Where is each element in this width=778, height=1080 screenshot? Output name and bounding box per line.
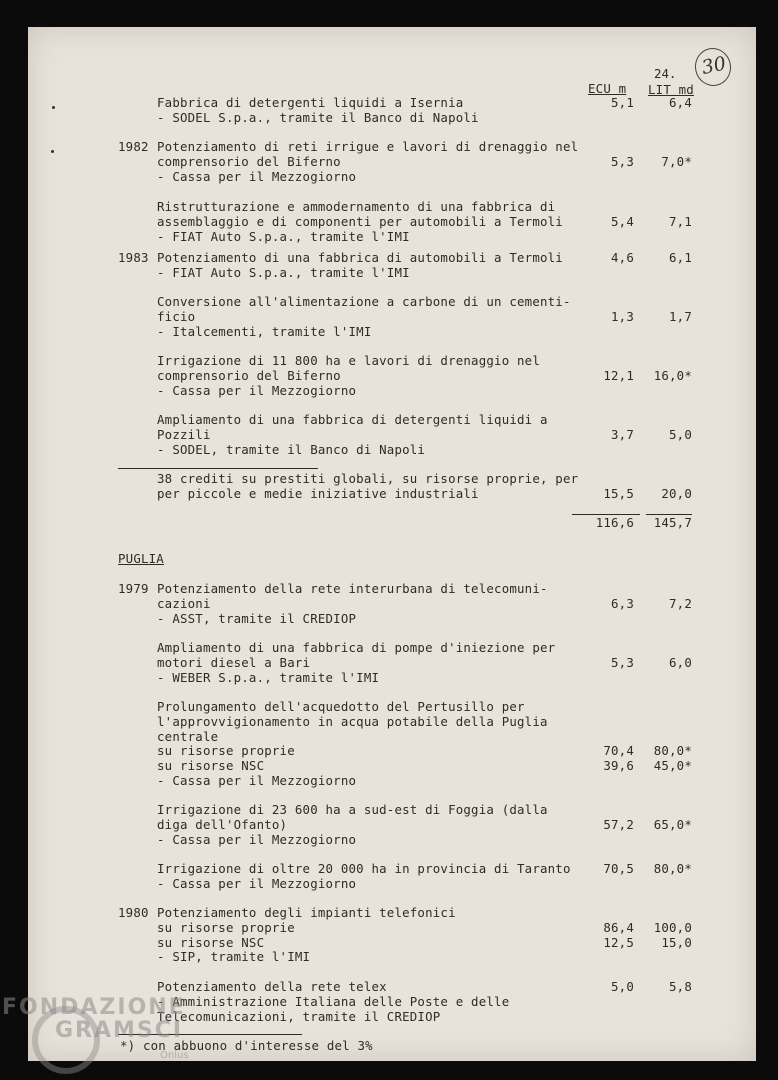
section-heading: PUGLIA: [118, 551, 164, 566]
entry-line: - Amministrazione Italiana delle Poste e delle: [157, 993, 510, 1009]
value-lit: 6,0: [669, 654, 692, 670]
value-lit: 100,0: [653, 919, 692, 935]
page-number: 24.: [654, 66, 677, 81]
value-lit: 7,2: [669, 595, 692, 611]
entry-line: diga dell'Ofanto): [157, 816, 288, 832]
column-header-lit: LIT md: [648, 82, 694, 97]
value-ecu: 5,3: [611, 153, 634, 169]
entry-line: - Cassa per il Mezzogiorno: [157, 831, 357, 847]
value-ecu: 5,1: [611, 95, 634, 110]
entry-line: per piccole e medie iniziative industriali: [157, 485, 479, 501]
entry-year: 1983: [118, 250, 149, 265]
entry-line: assemblaggio e di componenti per automobili a Termoli: [157, 213, 563, 229]
value-lit: 80,0*: [653, 743, 692, 759]
entry-line: Conversione all'alimentazione a carbone di un cementi-: [157, 294, 571, 309]
entry-line: Ampliamento di una fabbrica di detergenti liquidi a: [157, 412, 548, 427]
entry-line: - SODEL, tramite il Banco di Napoli: [157, 441, 426, 457]
entry-line: comprensorio del Biferno: [157, 153, 341, 169]
entry-line: Irrigazione di oltre 20 000 ha in provincia di Taranto: [157, 861, 571, 876]
value-ecu: 5,3: [611, 654, 634, 670]
entry-line: ficio: [157, 308, 196, 324]
entry-year: 1982: [118, 139, 149, 154]
entry-line: - Cassa per il Mezzogiorno: [157, 773, 357, 788]
entry-line: Irrigazione di 23 600 ha a sud-est di Foggia (dalla: [157, 802, 548, 817]
watermark-line3: Onlus: [160, 1050, 189, 1061]
value-lit: 1,7: [669, 308, 692, 324]
entry-line: Irrigazione di 11 800 ha e lavori di drenaggio nel: [157, 353, 540, 368]
entry-line: - FIAT Auto S.p.a., tramite l'IMI: [157, 228, 410, 244]
value-ecu: 3,7: [611, 426, 634, 442]
entry-line: - WEBER S.p.a., tramite l'IMI: [157, 669, 380, 685]
entry-line: su risorse proprie: [157, 919, 295, 935]
total-lit: 145,7: [653, 515, 692, 530]
entry-line: Potenziamento degli impianti telefonici: [157, 905, 456, 920]
entry-line: - SIP, tramite l'IMI: [157, 949, 311, 965]
value-lit: 80,0*: [653, 861, 692, 876]
entry-line: 38 crediti su prestiti globali, su risorse proprie, per: [157, 471, 579, 486]
watermark-line2: GRAMSCI: [55, 1018, 184, 1043]
value-lit: 45,0*: [653, 758, 692, 774]
value-lit: 65,0*: [653, 816, 692, 832]
value-ecu: 12,1: [603, 367, 634, 383]
entry-line: su risorse proprie: [157, 743, 295, 759]
entry-year: 1979: [118, 581, 149, 596]
entry-line: - Italcementi, tramite l'IMI: [157, 323, 372, 339]
entry-line: Potenziamento di reti irrigue e lavori di drenaggio nel: [157, 139, 579, 154]
entry-line: comprensorio del Biferno: [157, 367, 341, 383]
entry-line: Potenziamento di una fabbrica di automobili a Termoli: [157, 250, 563, 265]
value-ecu: 70,4: [603, 743, 634, 759]
value-lit: 6,1: [669, 250, 692, 265]
value-lit: 16,0*: [653, 367, 692, 383]
entry-line: Ristrutturazione e ammodernamento di una fabbrica di: [157, 199, 556, 214]
entry-line: Potenziamento della rete interurbana di telecomuni-: [157, 581, 548, 596]
value-lit: 7,1: [669, 213, 692, 229]
entry-year: 1980: [118, 905, 149, 920]
value-lit: 5,0: [669, 426, 692, 442]
entry-line: - Cassa per il Mezzogiorno: [157, 875, 357, 891]
entry-line: Fabbrica di detergenti liquidi a Isernia: [157, 95, 464, 110]
value-ecu: 39,6: [603, 758, 634, 774]
entry-line: Prolungamento dell'acquedotto del Pertusillo per: [157, 699, 525, 714]
value-ecu: 5,4: [611, 213, 634, 229]
entry-line: - FIAT Auto S.p.a., tramite l'IMI: [157, 264, 410, 280]
footnote: *) con abbuono d'interesse del 3%: [120, 1038, 373, 1053]
value-ecu: 5,0: [611, 979, 634, 994]
entry-line: - ASST, tramite il CREDIOP: [157, 610, 357, 626]
entry-line: Telecomunicazioni, tramite il CREDIOP: [157, 1008, 441, 1024]
value-lit: 5,8: [669, 979, 692, 994]
entry-line: Ampliamento di una fabbrica di pompe d'iniezione per: [157, 640, 556, 655]
entry-line: cazioni: [157, 595, 211, 611]
value-ecu: 6,3: [611, 595, 634, 611]
entry-line: - SODEL S.p.a., tramite il Banco di Napoli: [157, 109, 479, 125]
value-lit: 15,0: [661, 934, 692, 950]
entry-line: motori diesel a Bari: [157, 654, 311, 670]
value-ecu: 1,3: [611, 308, 634, 324]
value-ecu: 15,5: [603, 485, 634, 501]
divider: [118, 468, 318, 469]
handwritten-page-mark: 30: [691, 45, 734, 90]
entry-line: su risorse NSC: [157, 758, 265, 774]
entry-line: - Cassa per il Mezzogiorno: [157, 168, 357, 184]
watermark-line1: FONDAZIONE: [2, 995, 186, 1020]
value-ecu: 86,4: [603, 919, 634, 935]
value-ecu: 4,6: [611, 250, 634, 265]
entry-line: Potenziamento della rete telex: [157, 979, 387, 994]
entry-line: - Cassa per il Mezzogiorno: [157, 382, 357, 398]
speck: [52, 106, 55, 109]
entry-line: centrale: [157, 728, 219, 744]
value-lit: 7,0*: [661, 153, 692, 169]
entry-line: su risorse NSC: [157, 934, 265, 950]
value-lit: 20,0: [661, 485, 692, 501]
entry-line: l'approvvigionamento in acqua potabile della Puglia: [157, 713, 548, 729]
value-ecu: 12,5: [603, 934, 634, 950]
value-lit: 6,4: [669, 95, 692, 110]
speck: [51, 150, 54, 153]
column-header-ecu: ECU m: [588, 81, 627, 96]
entry-line: Pozzili: [157, 426, 211, 442]
total-ecu: 116,6: [595, 515, 634, 530]
value-ecu: 57,2: [603, 816, 634, 832]
value-ecu: 70,5: [603, 861, 634, 876]
